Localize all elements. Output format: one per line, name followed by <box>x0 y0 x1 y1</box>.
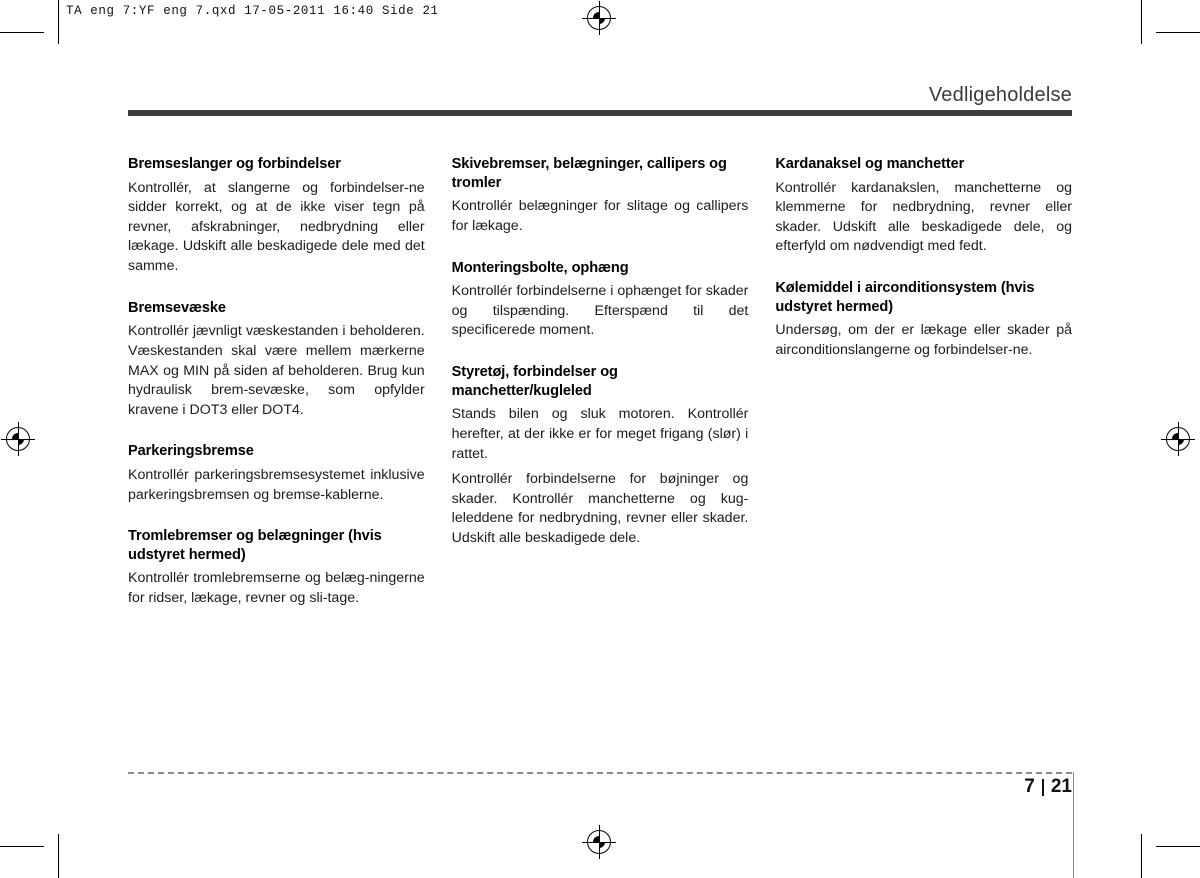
block-paragraph: Kontrollér kardanakslen, manchetterne og klemmerne for nedbrydning, revner eller skader. Udskift alle beskadigede dele, og efterfyld om nødvendigt med fedt. <box>775 179 1073 255</box>
crop-mark-top-left-v <box>58 0 59 44</box>
content-columns <box>128 155 1072 609</box>
crop-mark-bottom-right-h <box>1156 846 1200 847</box>
registration-mark-right <box>1166 427 1190 451</box>
content-block <box>452 363 749 549</box>
block-paragraph: Kontrollér, at slangerne og forbindelser-ne sidder korrekt, og at de ikke viser tegn på revner, afskrabninger, nedbrydning eller lækage. Udskift alle beskadigede dele med det samme. <box>128 179 425 275</box>
crop-mark-top-right-h <box>1156 32 1200 33</box>
footer-divider <box>128 772 1072 774</box>
column-3 <box>775 155 1072 609</box>
folio-separator <box>1042 779 1044 796</box>
block-paragraph: Kontrollér jævnligt væskestanden i beholderen. Væskestanden skal være mellem mærkerne MAX og MIN på siden af beholderen. Brug kun hydraulisk brem-sevæske, som opfylder kravene i DOT3 eller DOT4. <box>128 323 425 418</box>
content-block <box>128 299 425 421</box>
block-heading: Monteringsbolte, ophæng <box>451 259 629 276</box>
folio-page: 21 <box>1050 776 1072 797</box>
content-block <box>452 259 749 341</box>
registration-mark-top <box>587 6 611 30</box>
block-heading: Kardanaksel og manchetter <box>775 156 965 172</box>
column-2 <box>452 155 749 609</box>
block-paragraph: Kontrollér belægninger for slitage og callipers for lækage. <box>451 198 749 234</box>
block-paragraph: Kontrollér tromlebremserne og belæg-ningerne for ridser, lækage, revner og sli-tage. <box>128 570 425 607</box>
block-heading: Tromlebremser og belægninger (hvis udstyret hermed) <box>128 528 382 563</box>
block-paragraph: Stands bilen og sluk motoren. Kontrollér herefter, at der ikke er for meget frigang (slør) i rattet. <box>451 406 749 462</box>
page-folio <box>1024 776 1072 798</box>
content-block <box>775 279 1072 361</box>
block-heading: Skivebremser, belægninger, callipers og tromler <box>451 156 727 191</box>
block-paragraph: Kontrollér forbindelserne for bøjninger og skader. Kontrollér manchetterne og kug-leleddene for nedbrydning, revner eller skader. Udskift alle beskadigede dele. <box>451 471 749 546</box>
folio-chapter: 7 <box>1024 776 1035 797</box>
block-paragraph: Undersøg, om der er lækage eller skader på airconditionslangerne og forbindelser-ne. <box>775 322 1073 358</box>
print-filestamp: TA eng 7:YF eng 7.qxd 17-05-2011 16:40 Side 21 <box>66 4 439 18</box>
page-section-title: Vedligeholdelse <box>928 84 1072 106</box>
content-block <box>452 155 749 237</box>
block-heading: Parkeringsbremse <box>128 443 254 460</box>
content-block <box>775 155 1072 257</box>
block-paragraph: Kontrollér parkeringsbremsesystemet inklusive parkeringsbremsen og bremse-kablerne. <box>128 466 425 503</box>
registration-mark-left <box>6 427 30 451</box>
block-paragraph: Kontrollér forbindelserne i ophænget for skader og tilspænding. Efterspænd til det specificerede moment. <box>451 283 749 339</box>
block-heading: Bremsevæske <box>128 299 226 316</box>
footer-vertical-rule <box>1073 772 1074 878</box>
crop-mark-top-left-h <box>0 32 44 33</box>
content-block <box>128 442 425 505</box>
block-heading: Styretøj, forbindelser og manchetter/kugleled <box>451 363 618 399</box>
crop-mark-top-right-v <box>1141 0 1142 44</box>
registration-mark-bottom <box>587 830 611 854</box>
crop-mark-bottom-left-v <box>58 834 59 878</box>
content-block <box>128 527 425 609</box>
content-block <box>128 155 425 277</box>
column-1 <box>128 155 425 609</box>
crop-mark-bottom-right-v <box>1141 834 1142 878</box>
block-heading: Kølemiddel i airconditionsystem (hvis udstyret hermed) <box>775 280 1035 315</box>
header-divider <box>128 110 1072 116</box>
crop-mark-bottom-left-h <box>0 846 44 847</box>
block-heading: Bremseslanger og forbindelser <box>128 156 341 172</box>
